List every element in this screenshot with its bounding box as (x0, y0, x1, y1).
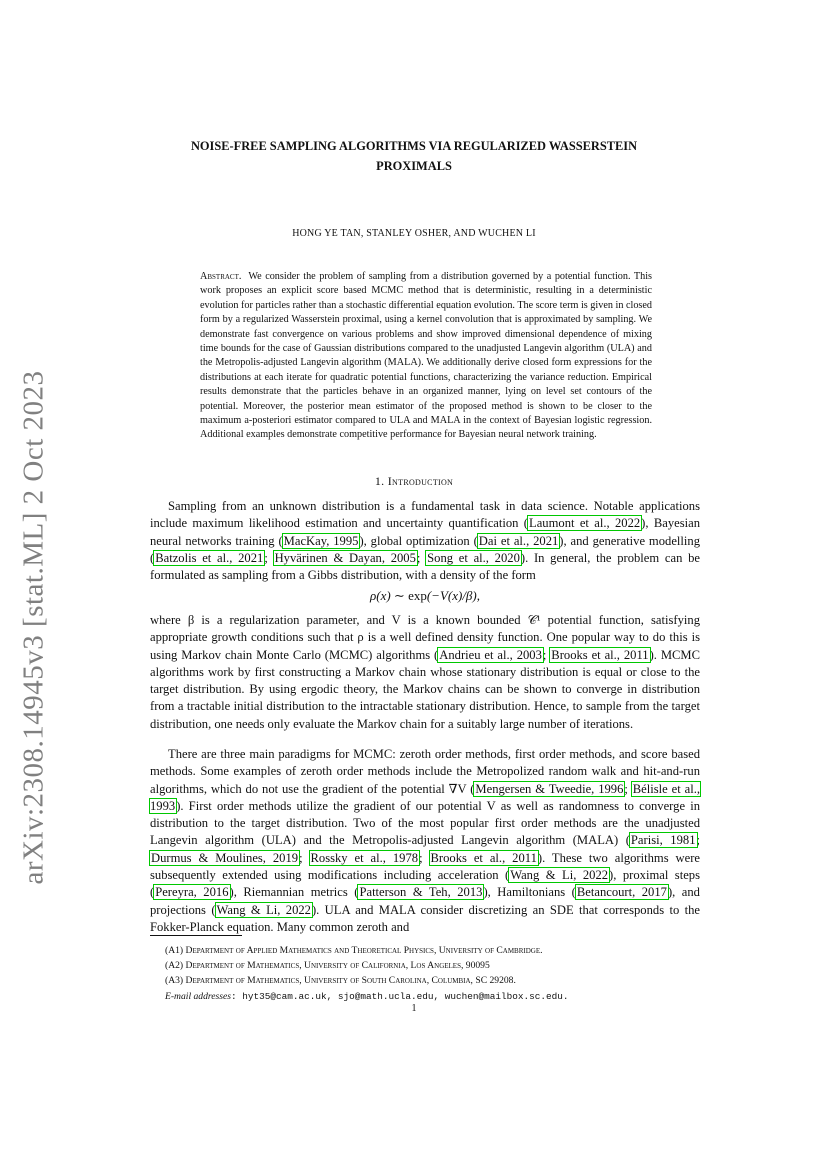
citation-link[interactable]: Andrieu et al., 2003 (439, 647, 542, 662)
citation-link[interactable]: Betancourt, 2017 (576, 885, 667, 900)
paper-title (140, 136, 688, 176)
text-run: ). In general, the problem can be formulated as sampling from a Gibbs distribution, with a density of the form (150, 550, 700, 583)
footnote-divider (150, 935, 242, 936)
citation-link[interactable]: Mengersen & Tweedie, 1996 (475, 781, 624, 796)
footnotes (165, 943, 685, 1004)
text-run: ), and generative modelling ( (150, 533, 700, 565)
citation-link[interactable]: Rossky et al., 1978 (310, 850, 419, 865)
text-run: ). MCMC algorithms work by first constructing a Markov chain whose stationary distribution is equal or close to the target distribution. By using ergodic theory, the Markov chains can be shown to converge in distribution from a tractable initial distribution to the intractable stationary distribution. Hence, to sample from the target distribution, one needs only evaluate the Markov chain for a suitably large number of iterations. (150, 647, 701, 731)
intro-paragraph-1 (150, 498, 700, 584)
citation-link[interactable]: Pereyra, 2016 (155, 885, 229, 900)
text-run: ; (416, 550, 427, 565)
text-run: ; (696, 833, 700, 848)
text-run: ). First order methods utilize the gradient of our potential V as well as randomness to converge in distribution to the target distribution. Two of the most popular first order methods are the unadjusted Langevin algorithm (ULA) and the Metropolis-adjusted Langevin algorithm (MALA) ( (150, 798, 700, 848)
equation-operator: exp (408, 588, 427, 603)
title-line-2: PROXIMALS (376, 159, 452, 173)
text-run: ). These two algorithms were subsequently extended using modifications including acceleration ( (150, 850, 701, 883)
abstract-label: Abstract. (200, 271, 242, 282)
intro-paragraph-2 (150, 612, 700, 733)
author-list: HONG YE TAN, STANLEY OSHER, AND WUCHEN LI (292, 228, 536, 239)
text-run: where β is a regularization parameter, and V is a known bounded 𝒞¹ potential function, satisfying appropriate growth conditions such that ρ is a well defined density function. One popular way to do this is using Markov chain Monte Carlo (MCMC) algorithms ( (150, 613, 700, 662)
text-run: ), Bayesian neural networks training ( (150, 516, 701, 548)
gibbs-density-equation (150, 588, 700, 604)
affiliation-a3: (A3) Department of Mathematics, University of South Carolina, Columbia, SC 29208. (165, 975, 516, 987)
text-run: ), Riemannian metrics ( (229, 885, 359, 900)
text-run: ). ULA and MALA consider discretizing an SDE that corresponds to the Fokker-Planck equation. Many common zeroth and (150, 902, 700, 934)
citation-link[interactable]: Patterson & Teh, 2013 (359, 885, 483, 900)
citation-link[interactable]: Parisi, 1981 (630, 833, 696, 848)
citation-link[interactable]: Dai et al., 2021 (478, 533, 559, 548)
text-run: ; (419, 850, 430, 865)
citation-link[interactable]: Wang & Li, 2022 (510, 868, 609, 883)
text-run: There are three main paradigms for MCMC: zeroth order methods, first order methods, and score based methods. Some examples of zeroth order methods include the Metropolized random walk and hit-and-run algorithms, which do not use the gradient of the potential ∇V ( (150, 747, 700, 796)
text-run: ), global optimization ( (359, 533, 478, 548)
intro-paragraph-3 (150, 746, 700, 936)
text-run: ; (299, 850, 310, 865)
text-run: ; (542, 647, 551, 662)
affiliation-a2: (A2) Department of Mathematics, University of California, Los Angeles, 90095 (165, 960, 490, 972)
email-label: E-mail addresses (165, 990, 231, 1002)
equation-lhs: ρ(x) ∼ (370, 588, 409, 603)
citation-link[interactable]: Hyvärinen & Dayan, 2005 (274, 550, 416, 565)
citation-link[interactable]: Bélisle et al., 1993 (150, 781, 700, 813)
arxiv-identifier-stamp (14, 367, 54, 887)
citation-link[interactable]: Laumont et al., 2022 (529, 516, 641, 531)
text-run: Sampling from an unknown distribution is a fundamental task in data science. Notable applications include maximum likelihood estimation and uncertainty quantification ( (150, 499, 700, 531)
title-line-1: NOISE-FREE SAMPLING ALGORITHMS VIA REGULARIZED WASSERSTEIN (190, 139, 638, 153)
text-run: ), and projections ( (150, 885, 700, 917)
citation-link[interactable]: Wang & Li, 2022 (216, 902, 311, 917)
citation-link[interactable]: MacKay, 1995 (283, 533, 359, 548)
text-run: ; (624, 781, 632, 796)
affiliation-a1: (A1) Department of Applied Mathematics and Theoretical Physics, University of Cambridge. (165, 945, 543, 956)
abstract (200, 270, 652, 443)
arxiv-identifier-text: arXiv:2308.14945v3 [stat.ML] 2 Oct 2023 (17, 369, 50, 885)
citation-link[interactable]: Brooks et al., 2011 (430, 850, 537, 865)
abstract-text: We consider the problem of sampling from a distribution governed by a potential function. This work proposes an explicit score based MCMC method that is deterministic, resulting in a deterministic evolution for particles rather than a stochastic differential equation evolution. The score term is given in closed form by a regularized Wasserstein proximal, using a kernel convolution that is approximated by sampling. We demonstrate fast convergence on various problems and show improved dimensional dependence of mixing time bounds for the case of Gaussian distributions compared to the unadjusted Langevin algorithm (ULA) and the Metropolis-adjusted Langevin algorithm (MALA). We additionally derive closed form expressions for the distributions at each iterate for quadratic potential functions, characterizing the variance reduction. Empirical results demonstrate that the particles behave in an organized manner, lying on level set contours of the potential. Moreover, the posterior mean estimator of the proposed method is shown to be closer to the maximum a-posteriori estimator compared to ULA and MALA in the context of Bayesian logistic regression. Additional examples demonstrate competitive performance for Bayesian neural network training. (200, 271, 652, 441)
email-line (165, 989, 685, 1004)
text-run: ; (264, 550, 274, 565)
citation-link[interactable]: Brooks et al., 2011 (551, 647, 649, 662)
equation-rhs: (−V(x)/β), (426, 588, 480, 603)
citation-link[interactable]: Durmus & Moulines, 2019 (151, 850, 299, 865)
citation-link[interactable]: Song et al., 2020 (427, 550, 520, 565)
text-run: ), proximal steps ( (150, 868, 700, 900)
section-heading-introduction: 1. Introduction (374, 474, 454, 488)
page-number: 1 (411, 1003, 417, 1014)
citation-link[interactable]: Batzolis et al., 2021 (155, 550, 264, 565)
text-run: ), Hamiltonians ( (483, 885, 576, 900)
email-addresses[interactable]: : hyt35@cam.ac.uk, sjo@math.ucla.edu, wuchen@mailbox.sc.edu. (231, 990, 569, 1002)
